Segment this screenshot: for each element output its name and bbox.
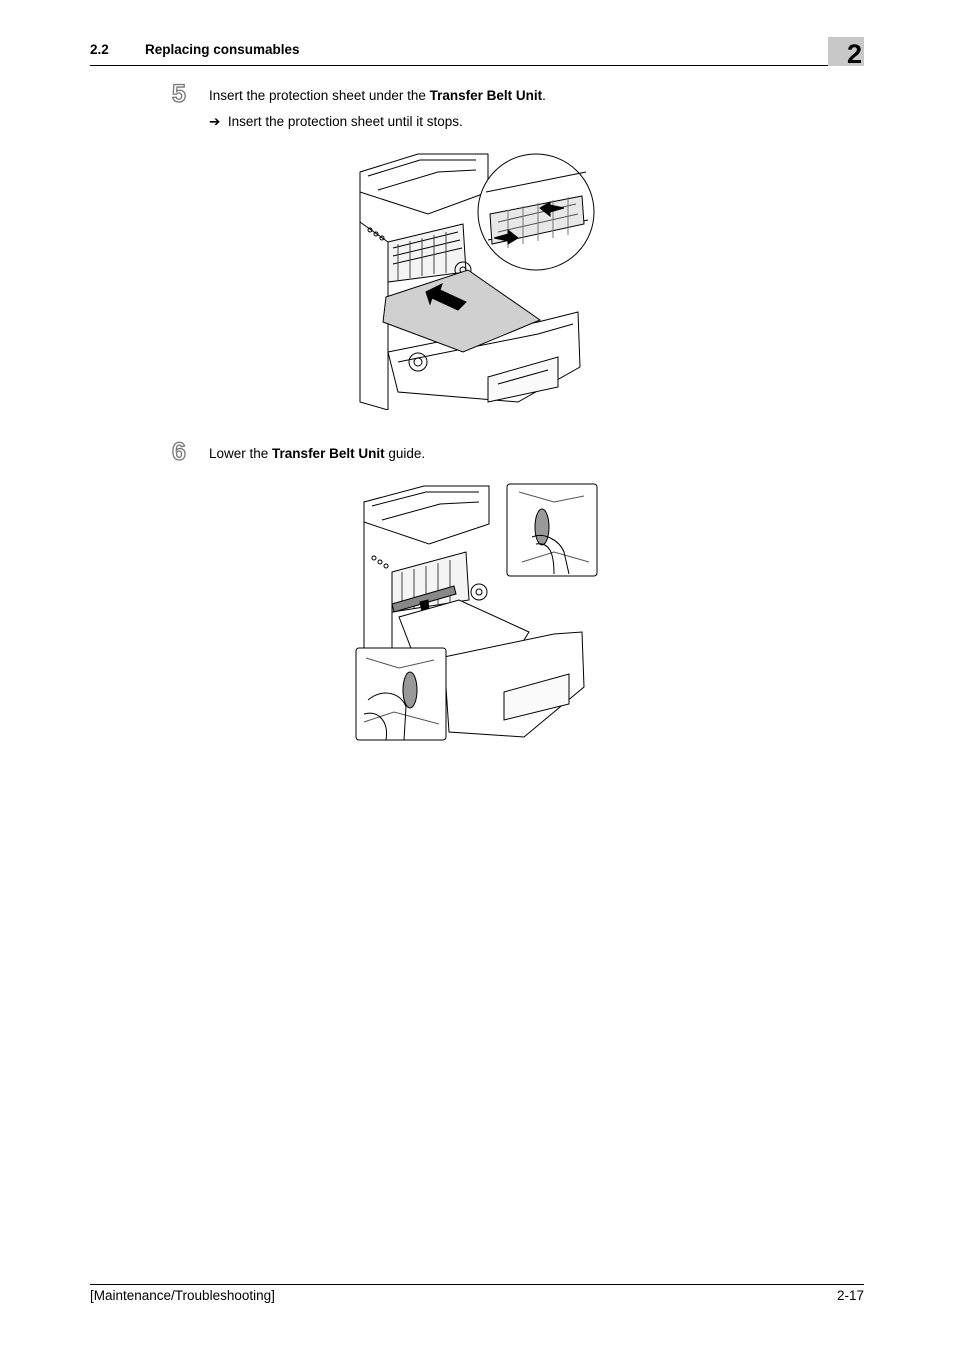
chapter-tab: 2 bbox=[828, 37, 864, 66]
footer-rule bbox=[90, 1284, 864, 1285]
footer-manual-name: [Maintenance/Troubleshooting] bbox=[90, 1288, 275, 1303]
step-number-5: 5 bbox=[172, 80, 186, 108]
page-number: 2-17 bbox=[836, 1288, 864, 1303]
step-6-instruction: Lower the Transfer Belt Unit guide. bbox=[209, 446, 426, 461]
lower-guide-illustration bbox=[354, 482, 600, 746]
header-rule bbox=[90, 65, 864, 66]
step-5-substep: ➔ Insert the protection sheet until it stops. bbox=[209, 114, 463, 129]
step-5-instruction: Insert the protection sheet under the Transfer Belt Unit. bbox=[209, 88, 546, 103]
step-number-6: 6 bbox=[172, 438, 186, 466]
section-number: 2.2 bbox=[90, 42, 109, 57]
section-title: Replacing consumables bbox=[145, 42, 300, 57]
protection-sheet-illustration bbox=[358, 152, 598, 410]
right-arrow-icon: ➔ bbox=[209, 114, 221, 129]
